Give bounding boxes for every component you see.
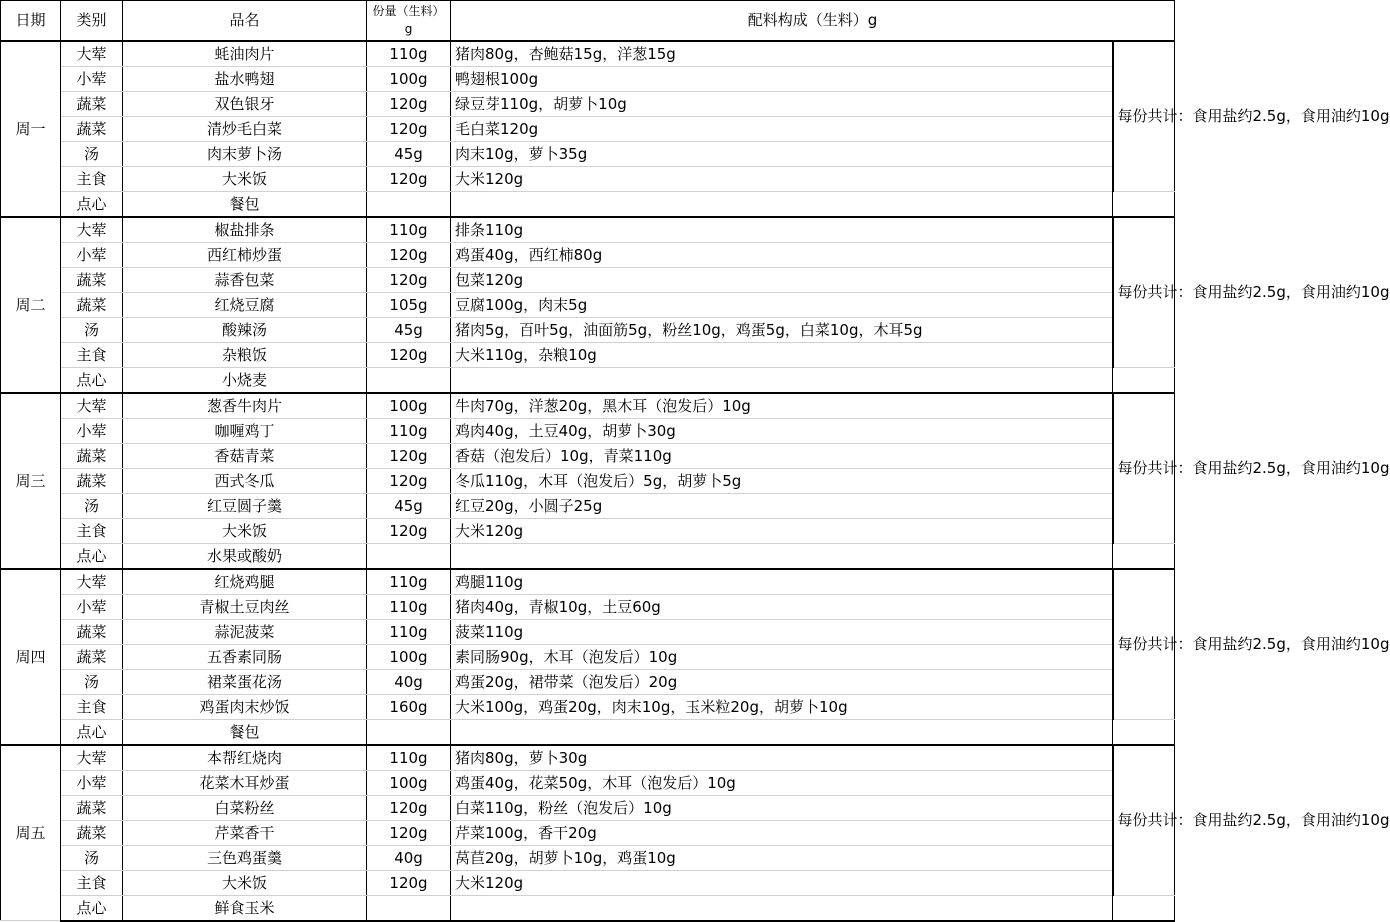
portion-cell: 45g	[367, 493, 451, 518]
category-cell: 点心	[61, 895, 123, 921]
dish-name-cell: 椒盐排条	[123, 217, 367, 243]
category-cell: 主食	[61, 518, 123, 543]
portion-cell	[367, 191, 451, 217]
nutrition-note: 每份共计：食用盐约2.5g，食用油约10g	[1113, 569, 1175, 720]
category-cell: 点心	[61, 191, 123, 217]
dish-name-cell: 水果或酸奶	[123, 543, 367, 569]
nutrition-note: 每份共计：食用盐约2.5g，食用油约10g	[1113, 745, 1175, 896]
table-row	[1, 795, 1175, 820]
table-row	[1, 443, 1175, 468]
dish-name-cell: 双色银牙	[123, 91, 367, 116]
category-cell: 蔬菜	[61, 267, 123, 292]
category-cell: 汤	[61, 317, 123, 342]
portion-cell: 120g	[367, 242, 451, 267]
portion-cell: 120g	[367, 468, 451, 493]
ingredients-cell: 猪肉5g，百叶5g，油面筋5g，粉丝10g，鸡蛋5g，白菜10g，木耳5g	[451, 317, 1113, 342]
header-row	[1, 1, 1175, 41]
portion-cell: 100g	[367, 770, 451, 795]
category-cell: 蔬菜	[61, 116, 123, 141]
dish-name-cell: 青椒土豆肉丝	[123, 594, 367, 619]
ingredients-cell: 鸡肉40g，土豆40g，胡萝卜30g	[451, 418, 1113, 443]
portion-cell: 110g	[367, 594, 451, 619]
dish-name-cell: 裙菜蛋花汤	[123, 669, 367, 694]
dish-name-cell: 咖喱鸡丁	[123, 418, 367, 443]
day-label: 周三	[1, 393, 61, 569]
ingredients-cell: 大米120g	[451, 870, 1113, 895]
ingredients-cell: 鸡蛋40g，花菜50g，木耳（泡发后）10g	[451, 770, 1113, 795]
table-row	[1, 770, 1175, 795]
category-cell: 大荤	[61, 569, 123, 595]
portion-cell	[367, 543, 451, 569]
portion-cell: 120g	[367, 795, 451, 820]
ingredients-cell: 猪肉80g，杏鲍菇15g，洋葱15g	[451, 41, 1113, 67]
ingredients-cell: 冬瓜110g，木耳（泡发后）5g，胡萝卜5g	[451, 468, 1113, 493]
portion-cell: 100g	[367, 393, 451, 419]
note-empty-cell	[1113, 543, 1175, 569]
ingredients-cell: 牛肉70g，洋葱20g，黑木耳（泡发后）10g	[451, 393, 1113, 419]
dish-name-cell: 盐水鸭翅	[123, 66, 367, 91]
header-portion	[367, 1, 451, 41]
portion-cell: 120g	[367, 267, 451, 292]
category-cell: 小荤	[61, 66, 123, 91]
dish-name-cell: 花菜木耳炒蛋	[123, 770, 367, 795]
category-cell: 蔬菜	[61, 644, 123, 669]
portion-cell: 110g	[367, 418, 451, 443]
ingredients-cell: 大米120g	[451, 518, 1113, 543]
table-row	[1, 342, 1175, 367]
portion-cell: 110g	[367, 569, 451, 595]
ingredients-cell: 大米110g，杂粮10g	[451, 342, 1113, 367]
ingredients-cell: 鸡腿110g	[451, 569, 1113, 595]
category-cell: 汤	[61, 141, 123, 166]
ingredients-cell: 毛白菜120g	[451, 116, 1113, 141]
category-cell: 小荤	[61, 594, 123, 619]
dish-name-cell: 蒜香包菜	[123, 267, 367, 292]
day-label: 周五	[1, 745, 61, 921]
dish-name-cell: 本帮红烧肉	[123, 745, 367, 771]
category-cell: 汤	[61, 493, 123, 518]
table-row	[1, 644, 1175, 669]
table-row	[1, 745, 1175, 771]
table-row	[1, 468, 1175, 493]
note-empty-cell	[1113, 367, 1175, 393]
dish-name-cell: 大米饭	[123, 518, 367, 543]
table-row	[1, 267, 1175, 292]
portion-cell: 120g	[367, 91, 451, 116]
ingredients-cell: 红豆20g，小圆子25g	[451, 493, 1113, 518]
category-cell: 小荤	[61, 242, 123, 267]
dish-name-cell: 三色鸡蛋羹	[123, 845, 367, 870]
dish-name-cell: 大米饭	[123, 870, 367, 895]
ingredients-cell: 素同肠90g，木耳（泡发后）10g	[451, 644, 1113, 669]
category-cell: 蔬菜	[61, 443, 123, 468]
portion-cell: 160g	[367, 694, 451, 719]
portion-cell: 45g	[367, 141, 451, 166]
table-row	[1, 191, 1175, 217]
portion-cell: 110g	[367, 745, 451, 771]
dish-name-cell: 芹菜香干	[123, 820, 367, 845]
category-cell: 主食	[61, 694, 123, 719]
portion-cell: 110g	[367, 41, 451, 67]
category-cell: 大荤	[61, 41, 123, 67]
header-category: 类别	[61, 1, 123, 41]
ingredients-cell	[451, 719, 1113, 745]
note-empty-cell	[1113, 191, 1175, 217]
dish-name-cell: 白菜粉丝	[123, 795, 367, 820]
ingredients-cell: 猪肉80g，萝卜30g	[451, 745, 1113, 771]
portion-cell: 120g	[367, 518, 451, 543]
dish-name-cell: 肉末萝卜汤	[123, 141, 367, 166]
category-cell: 点心	[61, 543, 123, 569]
ingredients-cell	[451, 543, 1113, 569]
table-row	[1, 242, 1175, 267]
table-row	[1, 594, 1175, 619]
category-cell: 蔬菜	[61, 619, 123, 644]
ingredients-cell: 包菜120g	[451, 267, 1113, 292]
dish-name-cell: 杂粮饭	[123, 342, 367, 367]
ingredients-cell: 芹菜100g，香干20g	[451, 820, 1113, 845]
nutrition-note: 每份共计：食用盐约2.5g，食用油约10g	[1113, 393, 1175, 544]
portion-cell: 40g	[367, 669, 451, 694]
dish-name-cell: 酸辣汤	[123, 317, 367, 342]
portion-cell: 100g	[367, 66, 451, 91]
category-cell: 汤	[61, 845, 123, 870]
portion-cell: 105g	[367, 292, 451, 317]
nutrition-note: 每份共计：食用盐约2.5g，食用油约10g	[1113, 217, 1175, 368]
portion-cell: 120g	[367, 870, 451, 895]
day-label: 周一	[1, 41, 61, 217]
dish-name-cell: 葱香牛肉片	[123, 393, 367, 419]
table-row	[1, 619, 1175, 644]
ingredients-cell	[451, 895, 1113, 921]
table-row	[1, 166, 1175, 191]
ingredients-cell: 莴苣20g，胡萝卜10g，鸡蛋10g	[451, 845, 1113, 870]
ingredients-cell: 豆腐100g，肉末5g	[451, 292, 1113, 317]
dish-name-cell: 大米饭	[123, 166, 367, 191]
table-row	[1, 820, 1175, 845]
dish-name-cell: 西式冬瓜	[123, 468, 367, 493]
table-row	[1, 870, 1175, 895]
dish-name-cell: 西红柿炒蛋	[123, 242, 367, 267]
table-row	[1, 845, 1175, 870]
category-cell: 蔬菜	[61, 795, 123, 820]
ingredients-cell: 鸡蛋40g，西红柿80g	[451, 242, 1113, 267]
category-cell: 蔬菜	[61, 292, 123, 317]
category-cell: 点心	[61, 719, 123, 745]
dish-name-cell: 香菇青菜	[123, 443, 367, 468]
table-row	[1, 66, 1175, 91]
note-empty-cell	[1113, 895, 1175, 921]
ingredients-cell: 大米100g，鸡蛋20g，肉末10g，玉米粒20g，胡萝卜10g	[451, 694, 1113, 719]
header-date: 日期	[1, 1, 61, 41]
category-cell: 大荤	[61, 217, 123, 243]
ingredients-cell	[451, 191, 1113, 217]
dish-name-cell: 红烧鸡腿	[123, 569, 367, 595]
table-row	[1, 217, 1175, 243]
category-cell: 主食	[61, 342, 123, 367]
nutrition-note: 每份共计：食用盐约2.5g，食用油约10g	[1113, 41, 1175, 192]
portion-cell: 120g	[367, 166, 451, 191]
dish-name-cell: 小烧麦	[123, 367, 367, 393]
portion-cell: 120g	[367, 443, 451, 468]
table-row	[1, 116, 1175, 141]
ingredients-cell: 鸭翅根100g	[451, 66, 1113, 91]
dish-name-cell: 蚝油肉片	[123, 41, 367, 67]
category-cell: 汤	[61, 669, 123, 694]
portion-cell	[367, 367, 451, 393]
portion-cell: 100g	[367, 644, 451, 669]
dish-name-cell: 红豆圆子羹	[123, 493, 367, 518]
portion-cell: 120g	[367, 342, 451, 367]
dish-name-cell: 蒜泥菠菜	[123, 619, 367, 644]
ingredients-cell: 猪肉40g，青椒10g，土豆60g	[451, 594, 1113, 619]
table-row	[1, 493, 1175, 518]
table-row	[1, 292, 1175, 317]
table-row	[1, 694, 1175, 719]
category-cell: 蔬菜	[61, 468, 123, 493]
dish-name-cell: 清炒毛白菜	[123, 116, 367, 141]
ingredients-cell: 白菜110g，粉丝（泡发后）10g	[451, 795, 1113, 820]
table-row	[1, 393, 1175, 419]
day-label: 周二	[1, 217, 61, 393]
table-row	[1, 518, 1175, 543]
category-cell: 主食	[61, 870, 123, 895]
day-label: 周四	[1, 569, 61, 745]
portion-cell: 110g	[367, 619, 451, 644]
dish-name-cell: 餐包	[123, 191, 367, 217]
table-row	[1, 895, 1175, 921]
portion-cell: 40g	[367, 845, 451, 870]
dish-name-cell: 餐包	[123, 719, 367, 745]
note-empty-cell	[1113, 719, 1175, 745]
table-row	[1, 141, 1175, 166]
ingredients-cell: 绿豆芽110g，胡萝卜10g	[451, 91, 1113, 116]
portion-cell: 45g	[367, 317, 451, 342]
portion-cell	[367, 719, 451, 745]
category-cell: 主食	[61, 166, 123, 191]
header-portion-line1: 份量（生料）	[372, 4, 445, 19]
portion-cell	[367, 895, 451, 921]
table-row	[1, 91, 1175, 116]
table-row	[1, 41, 1175, 67]
category-cell: 大荤	[61, 745, 123, 771]
portion-cell: 120g	[367, 116, 451, 141]
ingredients-cell: 香菇（泡发后）10g，青菜110g	[451, 443, 1113, 468]
dish-name-cell: 鸡蛋肉末炒饭	[123, 694, 367, 719]
dish-name-cell: 鲜食玉米	[123, 895, 367, 921]
category-cell: 小荤	[61, 418, 123, 443]
ingredients-cell: 大米120g	[451, 166, 1113, 191]
category-cell: 点心	[61, 367, 123, 393]
category-cell: 蔬菜	[61, 820, 123, 845]
table-row	[1, 317, 1175, 342]
ingredients-cell	[451, 367, 1113, 393]
table-row	[1, 418, 1175, 443]
category-cell: 小荤	[61, 770, 123, 795]
portion-cell: 120g	[367, 820, 451, 845]
ingredients-cell: 鸡蛋20g，裙带菜（泡发后）20g	[451, 669, 1113, 694]
header-dish: 品名	[123, 1, 367, 41]
table-row	[1, 367, 1175, 393]
category-cell: 蔬菜	[61, 91, 123, 116]
menu-body	[1, 1, 1390, 921]
ingredients-cell: 排条110g	[451, 217, 1113, 243]
table-row	[1, 669, 1175, 694]
header-ingredients: 配料构成（生料）g	[451, 1, 1175, 41]
ingredients-cell: 菠菜110g	[451, 619, 1113, 644]
ingredients-cell: 肉末10g，萝卜35g	[451, 141, 1113, 166]
header-portion-line2: g	[404, 22, 413, 37]
table-row	[1, 543, 1175, 569]
table-row	[1, 569, 1175, 595]
dish-name-cell: 五香素同肠	[123, 644, 367, 669]
category-cell: 大荤	[61, 393, 123, 419]
dish-name-cell: 红烧豆腐	[123, 292, 367, 317]
portion-cell: 110g	[367, 217, 451, 243]
table-row	[1, 719, 1175, 745]
